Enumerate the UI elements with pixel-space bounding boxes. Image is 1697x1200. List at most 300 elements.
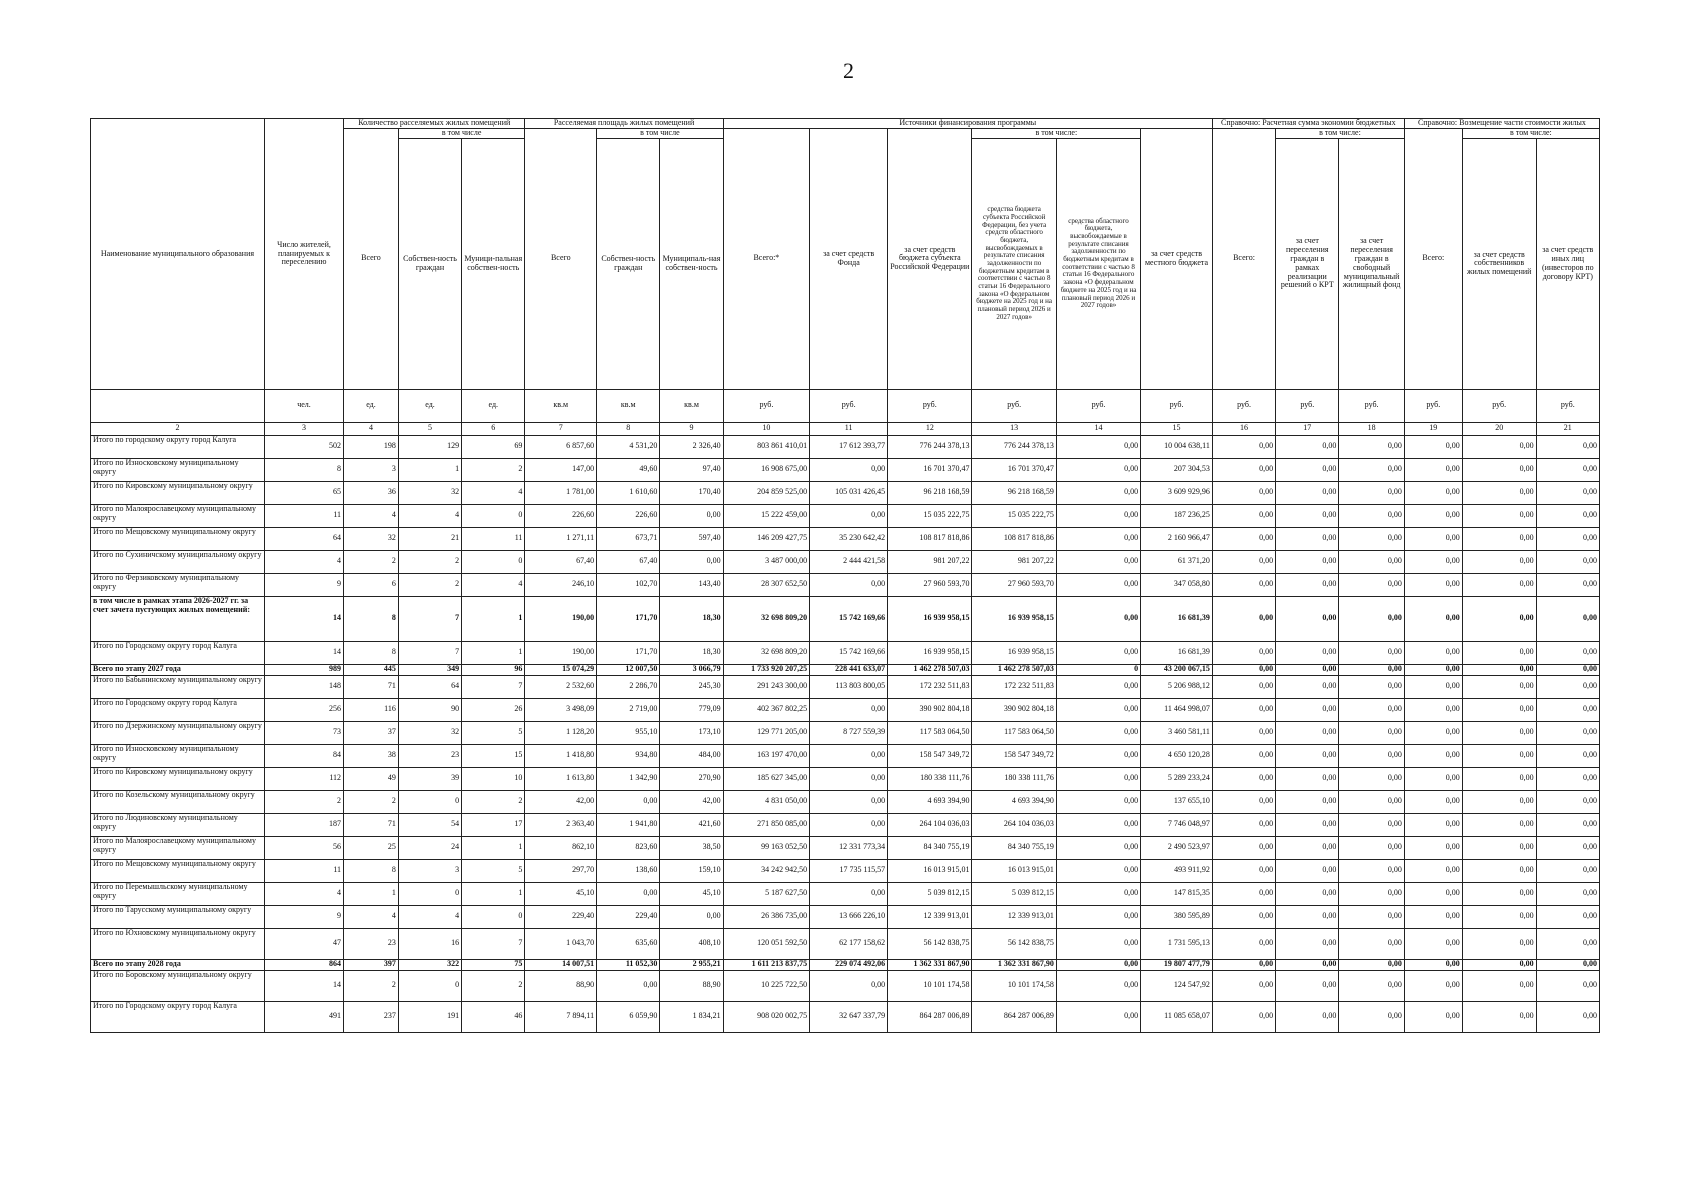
value-cell: 0,00 (1462, 970, 1536, 1001)
column-number-cell: 9 (660, 422, 723, 435)
col-area-private: Собствен-ность граждан (597, 138, 660, 389)
value-cell: 0,00 (1462, 859, 1536, 882)
municipality-name-cell: Итого по Перемышльскому муниципальному округу (91, 882, 265, 905)
value-cell: 2 (264, 790, 343, 813)
table-row (91, 970, 1600, 1001)
value-cell: 8 (344, 596, 399, 641)
value-cell: 0,00 (1536, 882, 1599, 905)
value-cell: 7 (462, 675, 525, 698)
value-cell: 39 (398, 767, 461, 790)
value-cell: 1 342,90 (597, 767, 660, 790)
value-cell: 146 209 427,75 (723, 527, 809, 550)
value-cell: 84 340 755,19 (888, 836, 972, 859)
value-cell: 0,00 (1276, 675, 1339, 698)
table-row (91, 641, 1600, 664)
value-cell: 0,00 (1462, 721, 1536, 744)
value-cell: 0,00 (1536, 481, 1599, 504)
unit-cell: руб. (1212, 389, 1275, 422)
col-area-total: Всего (525, 128, 597, 389)
col-municipality: Наименование муниципального образования (91, 119, 265, 390)
value-cell: 0,00 (1276, 905, 1339, 928)
value-cell: 3 (398, 859, 461, 882)
municipality-name-cell: Итого по Тарусскому муниципальному округу (91, 905, 265, 928)
column-number-cell: 11 (810, 422, 888, 435)
value-cell: 0,00 (1212, 458, 1275, 481)
value-cell: 12 331 773,34 (810, 836, 888, 859)
value-cell: 0,00 (1276, 596, 1339, 641)
value-cell: 803 861 410,01 (723, 435, 809, 458)
value-cell: 0,00 (1404, 435, 1462, 458)
value-cell: 0,00 (1404, 970, 1462, 1001)
municipality-name-cell: Итого по Износковскому муниципальному округу (91, 744, 265, 767)
value-cell: 7 746 048,97 (1141, 813, 1213, 836)
value-cell: 11 (264, 859, 343, 882)
value-cell: 17 612 393,77 (810, 435, 888, 458)
value-cell: 0,00 (1276, 970, 1339, 1001)
value-cell: 264 104 036,03 (888, 813, 972, 836)
value-cell: 0,00 (1056, 959, 1140, 970)
value-cell: 112 (264, 767, 343, 790)
value-cell: 0,00 (1212, 744, 1275, 767)
value-cell: 16 681,39 (1141, 641, 1213, 664)
table-row (91, 790, 1600, 813)
value-cell: 390 902 804,18 (972, 698, 1056, 721)
value-cell: 15 742 169,66 (810, 596, 888, 641)
value-cell: 0,00 (1462, 675, 1536, 698)
value-cell: 0,00 (1276, 504, 1339, 527)
value-cell: 0,00 (660, 905, 723, 928)
municipality-name-cell: Итого по Козельскому муниципальному округу (91, 790, 265, 813)
unit-cell: руб. (1462, 389, 1536, 422)
unit-cell: ед. (398, 389, 461, 422)
value-cell: 4 531,20 (597, 435, 660, 458)
value-cell: 1 128,20 (525, 721, 597, 744)
value-cell: 84 340 755,19 (972, 836, 1056, 859)
group-funding: Источники финансирования программы (723, 119, 1212, 129)
value-cell: 56 142 838,75 (888, 928, 972, 959)
table-row (91, 435, 1600, 458)
value-cell: 989 (264, 664, 343, 675)
value-cell: 0,00 (810, 882, 888, 905)
value-cell: 17 (462, 813, 525, 836)
value-cell: 0,00 (1404, 813, 1462, 836)
resettlement-report-table (90, 118, 1600, 1033)
municipality-name-cell: Итого по Боровскому муниципальному округу (91, 970, 265, 1001)
value-cell: 0,00 (1536, 744, 1599, 767)
value-cell: 10 101 174,58 (972, 970, 1056, 1001)
value-cell: 180 338 111,76 (888, 767, 972, 790)
table-row (91, 481, 1600, 504)
unit-cell: руб. (1141, 389, 1213, 422)
table-row (91, 527, 1600, 550)
value-cell: 187 (264, 813, 343, 836)
value-cell: 0,00 (1339, 458, 1404, 481)
value-cell: 2 (462, 458, 525, 481)
value-cell: 0,00 (1536, 790, 1599, 813)
value-cell: 47 (264, 928, 343, 959)
value-cell: 229,40 (525, 905, 597, 928)
value-cell: 0,00 (1536, 596, 1599, 641)
value-cell: 2 444 421,58 (810, 550, 888, 573)
value-cell: 0,00 (1404, 675, 1462, 698)
value-cell: 0,00 (1212, 698, 1275, 721)
value-cell: 0 (1056, 664, 1140, 675)
value-cell: 0,00 (1056, 641, 1140, 664)
value-cell: 129 (398, 435, 461, 458)
value-cell: 908 020 002,75 (723, 1001, 809, 1032)
value-cell: 4 693 394,90 (972, 790, 1056, 813)
value-cell: 0,00 (660, 504, 723, 527)
value-cell: 0,00 (1462, 435, 1536, 458)
col-savings-municipal: за счет переселения граждан в свободный муниципальный жилищный фонд (1339, 138, 1404, 389)
value-cell: 11 464 998,07 (1141, 698, 1213, 721)
value-cell: 0,00 (1536, 970, 1599, 1001)
value-cell: 0,00 (1339, 550, 1404, 573)
value-cell: 96 218 168,59 (888, 481, 972, 504)
value-cell: 16 701 370,47 (972, 458, 1056, 481)
unit-cell (91, 389, 265, 422)
value-cell: 0,00 (1339, 641, 1404, 664)
value-cell: 0,00 (1276, 698, 1339, 721)
value-cell: 0,00 (1462, 790, 1536, 813)
group-compensation: Справочно: Возмещение части стоимости жилых (1404, 119, 1599, 129)
value-cell: 397 (344, 959, 399, 970)
value-cell: 0,00 (1056, 928, 1140, 959)
value-cell: 34 242 942,50 (723, 859, 809, 882)
value-cell: 0,00 (1339, 859, 1404, 882)
value-cell: 90 (398, 698, 461, 721)
value-cell: 0,00 (810, 744, 888, 767)
col-comp-total: Всего: (1404, 128, 1462, 389)
table-row (91, 698, 1600, 721)
unit-cell: ед. (462, 389, 525, 422)
value-cell: 934,80 (597, 744, 660, 767)
value-cell: 0,00 (810, 573, 888, 596)
value-cell: 0,00 (1212, 573, 1275, 596)
value-cell: 18,30 (660, 641, 723, 664)
value-cell: 0,00 (1056, 836, 1140, 859)
value-cell: 4 831 050,00 (723, 790, 809, 813)
column-number-cell: 13 (972, 422, 1056, 435)
value-cell: 71 (344, 675, 399, 698)
value-cell: 207 304,53 (1141, 458, 1213, 481)
value-cell: 0,00 (1276, 435, 1339, 458)
value-cell: 0,00 (1462, 698, 1536, 721)
value-cell: 99 163 052,50 (723, 836, 809, 859)
value-cell: 0,00 (1462, 550, 1536, 573)
value-cell: 0,00 (1056, 596, 1140, 641)
municipality-name-cell: Итого по Городскому округу город Калуга (91, 698, 265, 721)
table-row (91, 882, 1600, 905)
value-cell: 0,00 (1276, 641, 1339, 664)
value-cell: 0,00 (1404, 527, 1462, 550)
value-cell: 864 287 006,89 (888, 1001, 972, 1032)
value-cell: 0,00 (1462, 882, 1536, 905)
value-cell: 17 735 115,57 (810, 859, 888, 882)
value-cell: 171,70 (597, 641, 660, 664)
value-cell: 0,00 (1212, 435, 1275, 458)
value-cell: 0,00 (1339, 721, 1404, 744)
col-fund: за счет средств Фонда (810, 128, 888, 389)
value-cell: 0,00 (1462, 905, 1536, 928)
value-cell: 96 (462, 664, 525, 675)
value-cell: 2 (462, 970, 525, 1001)
value-cell: 347 058,80 (1141, 573, 1213, 596)
value-cell: 0,00 (1404, 596, 1462, 641)
value-cell: 16 681,39 (1141, 596, 1213, 641)
value-cell: 0,00 (1276, 959, 1339, 970)
value-cell: 0,00 (1404, 698, 1462, 721)
subgroup-compensation: в том числе: (1462, 128, 1599, 138)
column-number-cell: 3 (264, 422, 343, 435)
value-cell: 42,00 (525, 790, 597, 813)
subgroup-savings: в том числе: (1276, 128, 1405, 138)
value-cell: 0,00 (597, 970, 660, 1001)
value-cell: 8 (344, 641, 399, 664)
value-cell: 49,60 (597, 458, 660, 481)
value-cell: 408,10 (660, 928, 723, 959)
value-cell: 23 (344, 928, 399, 959)
value-cell: 445 (344, 664, 399, 675)
value-cell: 0,00 (1404, 767, 1462, 790)
value-cell: 15 222 459,00 (723, 504, 809, 527)
value-cell: 228 441 633,07 (810, 664, 888, 675)
value-cell: 776 244 378,13 (972, 435, 1056, 458)
value-cell: 981 207,22 (888, 550, 972, 573)
value-cell: 291 243 300,00 (723, 675, 809, 698)
value-cell: 635,60 (597, 928, 660, 959)
value-cell: 191 (398, 1001, 461, 1032)
value-cell: 0,00 (810, 813, 888, 836)
value-cell: 2 (344, 970, 399, 1001)
value-cell: 1 043,70 (525, 928, 597, 959)
table-row (91, 905, 1600, 928)
value-cell: 5 289 233,24 (1141, 767, 1213, 790)
value-cell: 0,00 (1404, 481, 1462, 504)
value-cell: 6 857,60 (525, 435, 597, 458)
subgroup-funding: в том числе: (972, 128, 1141, 138)
value-cell: 172 232 511,83 (972, 675, 1056, 698)
value-cell: 0,00 (1462, 836, 1536, 859)
value-cell: 0,00 (1056, 527, 1140, 550)
value-cell: 673,71 (597, 527, 660, 550)
value-cell: 322 (398, 959, 461, 970)
value-cell: 16 939 958,15 (888, 641, 972, 664)
value-cell: 1 362 331 867,90 (972, 959, 1056, 970)
unit-cell: руб. (1276, 389, 1339, 422)
value-cell: 0,00 (1056, 970, 1140, 1001)
municipality-name-cell: Итого по Городскому округу город Калуга (91, 1001, 265, 1032)
subgroup-dwellings: в том числе (398, 128, 525, 138)
value-cell: 0,00 (1536, 698, 1599, 721)
value-cell: 0,00 (1404, 721, 1462, 744)
value-cell: 32 698 809,20 (723, 641, 809, 664)
subgroup-area: в том числе (597, 128, 724, 138)
value-cell: 1 731 595,13 (1141, 928, 1213, 959)
value-cell: 0,00 (1536, 458, 1599, 481)
value-cell: 484,00 (660, 744, 723, 767)
value-cell: 0,00 (1056, 435, 1140, 458)
value-cell: 0,00 (1404, 550, 1462, 573)
value-cell: 0,00 (1536, 1001, 1599, 1032)
value-cell: 0,00 (1536, 664, 1599, 675)
value-cell: 5 (462, 859, 525, 882)
column-number-cell: 21 (1536, 422, 1599, 435)
municipality-name-cell: Итого по Городскому округу город Калуга (91, 641, 265, 664)
value-cell: 0,00 (1462, 527, 1536, 550)
value-cell: 0,00 (1462, 744, 1536, 767)
unit-cell: руб. (972, 389, 1056, 422)
value-cell: 1 610,60 (597, 481, 660, 504)
col-local-budget: за счет средств местного бюджета (1141, 128, 1213, 389)
table-row (91, 675, 1600, 698)
value-cell: 10 004 638,11 (1141, 435, 1213, 458)
value-cell: 105 031 426,45 (810, 481, 888, 504)
value-cell: 56 142 838,75 (972, 928, 1056, 959)
value-cell: 120 051 592,50 (723, 928, 809, 959)
value-cell: 2 (462, 790, 525, 813)
value-cell: 5 039 812,15 (888, 882, 972, 905)
value-cell: 0 (462, 504, 525, 527)
value-cell: 0,00 (1404, 1001, 1462, 1032)
value-cell: 0,00 (1212, 481, 1275, 504)
value-cell: 2 (344, 790, 399, 813)
value-cell: 16 939 958,15 (888, 596, 972, 641)
value-cell: 16 701 370,47 (888, 458, 972, 481)
value-cell: 171,70 (597, 596, 660, 641)
value-cell: 108 817 818,86 (888, 527, 972, 550)
value-cell: 0,00 (1212, 596, 1275, 641)
value-cell: 65 (264, 481, 343, 504)
value-cell: 15 035 222,75 (972, 504, 1056, 527)
value-cell: 0,00 (1276, 859, 1339, 882)
value-cell: 0,00 (1462, 641, 1536, 664)
value-cell: 147,00 (525, 458, 597, 481)
value-cell: 0,00 (597, 882, 660, 905)
value-cell: 0,00 (1056, 859, 1140, 882)
municipality-name-cell: Итого по Бабынинскому муниципальному округу (91, 675, 265, 698)
value-cell: 4 (264, 882, 343, 905)
value-cell: 42,00 (660, 790, 723, 813)
value-cell: 2 363,40 (525, 813, 597, 836)
value-cell: 0,00 (1056, 458, 1140, 481)
value-cell: 264 104 036,03 (972, 813, 1056, 836)
table-header (91, 119, 1600, 436)
column-number-cell: 14 (1056, 422, 1140, 435)
value-cell: 0,00 (1276, 790, 1339, 813)
value-cell: 45,10 (525, 882, 597, 905)
value-cell: 0,00 (1462, 813, 1536, 836)
value-cell: 380 595,89 (1141, 905, 1213, 928)
value-cell: 6 (344, 573, 399, 596)
municipality-name-cell: Всего по этапу 2027 года (91, 664, 265, 675)
value-cell: 0,00 (1339, 664, 1404, 675)
municipality-name-cell: Итого по Мещовскому муниципальному округу (91, 527, 265, 550)
column-number-cell: 10 (723, 422, 809, 435)
value-cell: 143,40 (660, 573, 723, 596)
value-cell: 0,00 (1536, 550, 1599, 573)
value-cell: 0,00 (1462, 767, 1536, 790)
column-number-cell: 6 (462, 422, 525, 435)
value-cell: 256 (264, 698, 343, 721)
group-dwellings: Количество расселяемых жилых помещений (344, 119, 525, 129)
municipality-name-cell: Итого по Кировскому муниципальному округу (91, 767, 265, 790)
value-cell: 6 059,90 (597, 1001, 660, 1032)
value-cell: 0,00 (1339, 790, 1404, 813)
col-dwellings-private: Собствен-ность граждан (398, 138, 461, 389)
value-cell: 0,00 (1462, 1001, 1536, 1032)
value-cell: 0,00 (1056, 813, 1140, 836)
value-cell: 955,10 (597, 721, 660, 744)
value-cell: 0 (462, 550, 525, 573)
value-cell: 0,00 (1339, 504, 1404, 527)
value-cell: 1 (462, 641, 525, 664)
value-cell: 27 960 593,70 (972, 573, 1056, 596)
value-cell: 491 (264, 1001, 343, 1032)
value-cell: 3 609 929,96 (1141, 481, 1213, 504)
value-cell: 64 (264, 527, 343, 550)
value-cell: 185 627 345,00 (723, 767, 809, 790)
value-cell: 0,00 (1339, 573, 1404, 596)
value-cell: 402 367 802,25 (723, 698, 809, 721)
unit-cell: кв.м (660, 389, 723, 422)
table-row (91, 744, 1600, 767)
value-cell: 0,00 (1056, 767, 1140, 790)
value-cell: 43 200 067,15 (1141, 664, 1213, 675)
value-cell: 198 (344, 435, 399, 458)
value-cell: 2 326,40 (660, 435, 723, 458)
municipality-name-cell: Итого по Мещовскому муниципальному округу (91, 859, 265, 882)
municipality-name-cell: Итого по Дзержинскому муниципальному округу (91, 721, 265, 744)
value-cell: 0,00 (1212, 664, 1275, 675)
value-cell: 0,00 (1339, 675, 1404, 698)
value-cell: 13 666 226,10 (810, 905, 888, 928)
table-row (91, 573, 1600, 596)
value-cell: 64 (398, 675, 461, 698)
value-cell: 0,00 (1212, 959, 1275, 970)
value-cell: 0,00 (1212, 836, 1275, 859)
municipality-name-cell: Итого по Малоярославецкому муниципальному округу (91, 836, 265, 859)
municipality-name-cell: Итого по Юхновскому муниципальному округу (91, 928, 265, 959)
value-cell: 14 (264, 641, 343, 664)
value-cell: 3 (344, 458, 399, 481)
value-cell: 2 286,70 (597, 675, 660, 698)
value-cell: 0,00 (1056, 744, 1140, 767)
value-cell: 116 (344, 698, 399, 721)
value-cell: 0,00 (1212, 504, 1275, 527)
value-cell: 349 (398, 664, 461, 675)
value-cell: 0,00 (1056, 721, 1140, 744)
value-cell: 159,10 (660, 859, 723, 882)
value-cell: 19 807 477,79 (1141, 959, 1213, 970)
municipality-name-cell: Итого по Износковскому муниципальному округу (91, 458, 265, 481)
value-cell: 4 (398, 905, 461, 928)
value-cell: 15 074,29 (525, 664, 597, 675)
value-cell: 75 (462, 959, 525, 970)
value-cell: 0,00 (1276, 573, 1339, 596)
value-cell: 1 462 278 507,03 (972, 664, 1056, 675)
column-number-cell: 4 (344, 422, 399, 435)
value-cell: 0,00 (1462, 458, 1536, 481)
value-cell: 4 693 394,90 (888, 790, 972, 813)
value-cell: 15 (462, 744, 525, 767)
value-cell: 0,00 (1212, 767, 1275, 790)
col-residents: Число жителей, планируемых к переселению (264, 119, 343, 390)
value-cell: 8 (344, 859, 399, 882)
value-cell: 0,00 (1404, 744, 1462, 767)
value-cell: 204 859 525,00 (723, 481, 809, 504)
value-cell: 0,00 (1462, 959, 1536, 970)
